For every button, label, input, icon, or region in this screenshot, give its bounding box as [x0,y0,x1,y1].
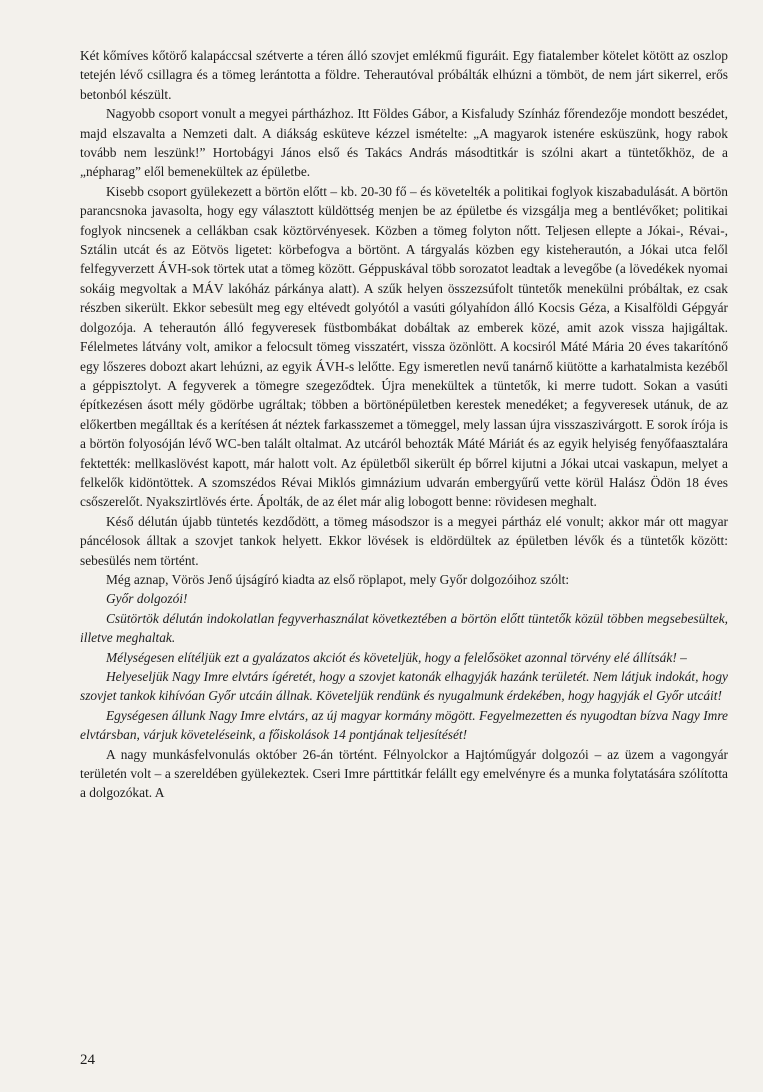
page-body [80,46,728,803]
paragraph-2: Nagyobb csoport vonult a megyei pártházhoz. Itt Földes Gábor, a Kisfaludy Színház főrendezője mondott beszédet, majd elszavalta a Nemzeti dalt. A diákság esküteve kézzel ismételte: „A magyarok istenére esküszünk, hogy rabok tovább nem leszünk!” Hortobágyi János első és Takács András másodtitkár is szólni akart a tüntetőkhöz, de a „népharag” elől bemenekültek az épületbe. [80,106,728,180]
paragraph-1: Két kőmíves kőtörő kalapáccsal szétverte a téren álló szovjet emlékmű figuráit. Egy fiatalember kötelet kötött az oszlop tetején lévő csillagra és a tömeg lerántotta a földre. Teherautóval próbálták elhúzni a tömböt, de nem járt sikerrel, erős betonból készült. [80,48,728,102]
leaflet-greeting: Győr dolgozói! [106,591,188,607]
leaflet-paragraph-4: Egységesen állunk Nagy Imre elvtárs, az új magyar kormány mögött. Fegyelmezetten és nyugodtan bízva Nagy Imre elvtársban, várjuk követeléseink, a főiskolások 14 pontjának teljesítését! [80,707,728,743]
paragraph-4: Késő délután újabb tüntetés kezdődött, a tömeg másodszor is a megyei pártház elé vonult; akkor már ott magyar páncélosok álltak a szovjet tankok helyett. Ekkor lövések is eldördültek az épületben lévők és a tüntetők között: sebesülés nem történt. [80,513,728,568]
paragraph-5: Még aznap, Vörös Jenő újságíró kiadta az első röplapot, mely Győr dolgozóihoz szólt: [106,571,570,587]
leaflet-paragraph-1: Csütörtök délután indokolatlan fegyverhasználat következtében a börtön előtt tüntetők közül többen megsebesültek, illetve meghaltak. [80,610,728,646]
leaflet-paragraph-2: Mélységesen elítéljük ezt a gyalázatos akciót és követeljük, hogy a felelősöket azonnal törvény elé állítsák! – [106,649,687,665]
page-number: 24 [80,1052,95,1068]
paragraph-3: Kisebb csoport gyülekezett a börtön előtt – kb. 20-30 fő – és követelték a politikai foglyok kiszabadulását. A börtön parancsnoka javasolta, hogy egy választott küldöttség menjen be az épületbe és vizsgálja meg a bentlévőket; politikai foglyok nincsenek a cellákban csak köztörvényesek. Közben a tömeg folyton nőtt. Teljesen ellepte a Jókai-, Révai-, Sztálin utcát és az Eötvös ligetet: körbefogva a börtönt. A tárgyalás közben egy kisteherautón, a Jókai utca felől felfegyverzett ÁVH-sok törtek utat a tömeg között. Géppuskával több sorozatot leadtak a levegőbe (a lövedékek nyomai sokáig megvoltak a MÁV lakóház párkánya alatt). A szűk helyen összezsúfolt tüntetők menekülni próbáltak, ez csak részben sikerült. Ekkor sebesült meg egy eltévedt golyótól a vasúti gólyahídon álló Kocsis Géza, a Kisalföldi Gépgyár dolgozója. A teherautón álló fegyveresek füstbombákat dobáltak az emberek közé, amit azok vissza hajigáltak. Félelmetes látvány volt, amikor a felocsult tömeg visszatért, vissza özönlött. A kocsiról Máté Mária 20 éves takarítónő egy lőszeres dobozt akart lehúzni, az egyik ÁVH-s lelőtte. Egy ismeretlen nevű tanárnő kiütötte a karhatalmista kezéből a géppisztolyt. A fegyverek a tömegre szegeződtek. Újra menekültek a tüntetők, ki merre tudott. Sokan a vasúti építkezésen ásott mély gödörbe ugráltak; többen a börtönépületben kerestek menedéket; a fegyveresek utánuk, de az előkertben megálltak és a kerítésen át néztek farkasszemet a tömeggel, mely lassan újra visszaszivárgott. E sorok írója is a börtön folyosóján lévő WC-ben talált oltalmat. Az utcáról behozták Máté Máriát és az egyik helyiség fenyőfaasztalára fektették: mellkaslövést kapott, már halott volt. Az épületből sikerült ép bőrrel kijutni a Jókai utcai vaskapun, melyet a felkelők kidöntöttek. A szomszédos Révai Miklós gimnázium udvarán embergyűrű vette körül Halász Ödön 18 éves csőszerelőt. Nyakszirtlövés érte. Ápolták, de az élet már alig lobogott benne: rövidesen meghalt. [80,183,728,510]
leaflet-paragraph-3: Helyeseljük Nagy Imre elvtárs ígéretét, hogy a szovjet katonák elhagyják hazánk területét. Nem látjuk indokát, hogy szovjet tankok kihívóan Győr utcáin állnak. Követeljük rendünk és nyugalmunk érdekében, hogy hagyják el Győr utcáit! [80,669,728,704]
closing-paragraph: A nagy munkásfelvonulás október 26-án történt. Félnyolckor a Hajtóműgyár dolgozói – az üzem a vagongyár területén volt – a szereldében gyülekeztek. Cseri Imre párttitkár felállt egy emelvényre és a munka folytatására szólította a dolgozókat. A [80,746,728,801]
